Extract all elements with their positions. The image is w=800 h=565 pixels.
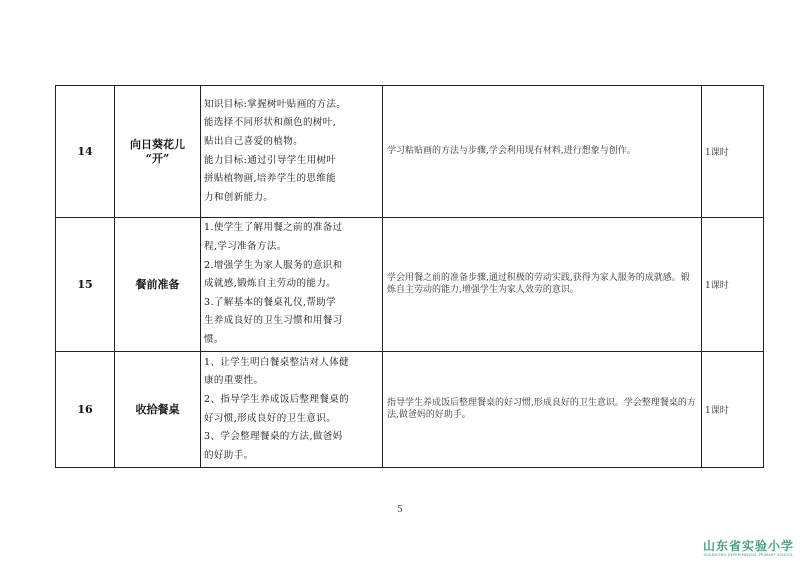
lesson-plan-table — [55, 85, 764, 468]
goal-line: 程,学习准备方法。 — [204, 241, 287, 253]
goal-line: 能力目标:通过引导学生用树叶 — [204, 154, 337, 166]
goal-line: 拼贴植物画,培养学生的思维能 — [204, 173, 337, 185]
goal-line: 好习惯,形成良好的卫生意识。 — [204, 412, 337, 424]
goal-line: 1.使学生了解用餐之前的准备过 — [204, 222, 343, 234]
goal-line: 2、指导学生养成饭后整理餐桌的 — [204, 393, 350, 405]
lesson-goals — [201, 218, 383, 352]
table-row — [56, 352, 764, 468]
lesson-description: 指导学生养成饭后整理餐桌的好习惯,形成良好的卫生意识。学会整理餐桌的方法,做爸妈的好助手。 — [383, 352, 702, 468]
goal-line: 3、学会整理餐桌的方法,做爸妈 — [204, 431, 343, 443]
lesson-title-line: “开” — [145, 151, 170, 165]
lesson-hours: 1课时 — [702, 218, 764, 352]
goal-line: 知识目标:掌握树叶贴画的方法。 — [204, 98, 347, 110]
goal-line: 生养成良好的卫生习惯和用餐习 — [204, 315, 343, 327]
lesson-hours: 1课时 — [702, 86, 764, 218]
goal-line: 的好助手。 — [204, 449, 254, 461]
lesson-goals — [201, 86, 383, 218]
lesson-title-line: 向日葵花儿 — [130, 137, 185, 151]
goal-line: 贴出自己喜爱的植物。 — [204, 135, 304, 147]
goal-line: 成就感,锻炼自主劳动的能力。 — [204, 278, 337, 290]
school-logo-english: SHANDONG EXPERIMENTAL PRIMARY SCHOOL — [703, 553, 794, 557]
goal-line: 康的重要性。 — [204, 375, 264, 387]
goal-line: 1、让学生明白餐桌整洁对人体健 — [204, 356, 350, 368]
lesson-title — [115, 86, 201, 218]
goal-line: 力和创新能力。 — [204, 191, 274, 203]
goal-line: 2.增强学生为家人服务的意识和 — [204, 259, 343, 271]
goal-line: 惯。 — [204, 333, 224, 345]
lesson-hours: 1课时 — [702, 352, 764, 468]
table-row — [56, 218, 764, 352]
goal-line: 3.了解基本的餐桌礼仪,帮助学 — [204, 296, 337, 308]
table-row — [56, 86, 764, 218]
lesson-goals — [201, 352, 383, 468]
school-logo-name: 山东省实验小学 — [702, 539, 794, 553]
goal-line: 能选择不同形状和颜色的树叶, — [204, 117, 337, 129]
lesson-title — [115, 352, 201, 468]
lesson-title-line: 收拾餐桌 — [135, 402, 180, 416]
lesson-title-line: 餐前准备 — [135, 277, 180, 291]
lesson-description: 学会用餐之前的准备步骤,通过积极的劳动实践,获得为家人服务的成就感。锻炼自主劳动的能力,增强学生为家人效劳的意识。 — [383, 218, 702, 352]
page-number: 5 — [397, 505, 403, 515]
lesson-title — [115, 218, 201, 352]
lesson-number: 14 — [56, 86, 115, 218]
lesson-number: 15 — [56, 218, 115, 352]
school-logo — [701, 539, 796, 558]
lesson-number: 16 — [56, 352, 115, 468]
lesson-description: 学习粘贴画的方法与步骤,学会利用现有材料,进行想象与创作。 — [383, 86, 702, 218]
